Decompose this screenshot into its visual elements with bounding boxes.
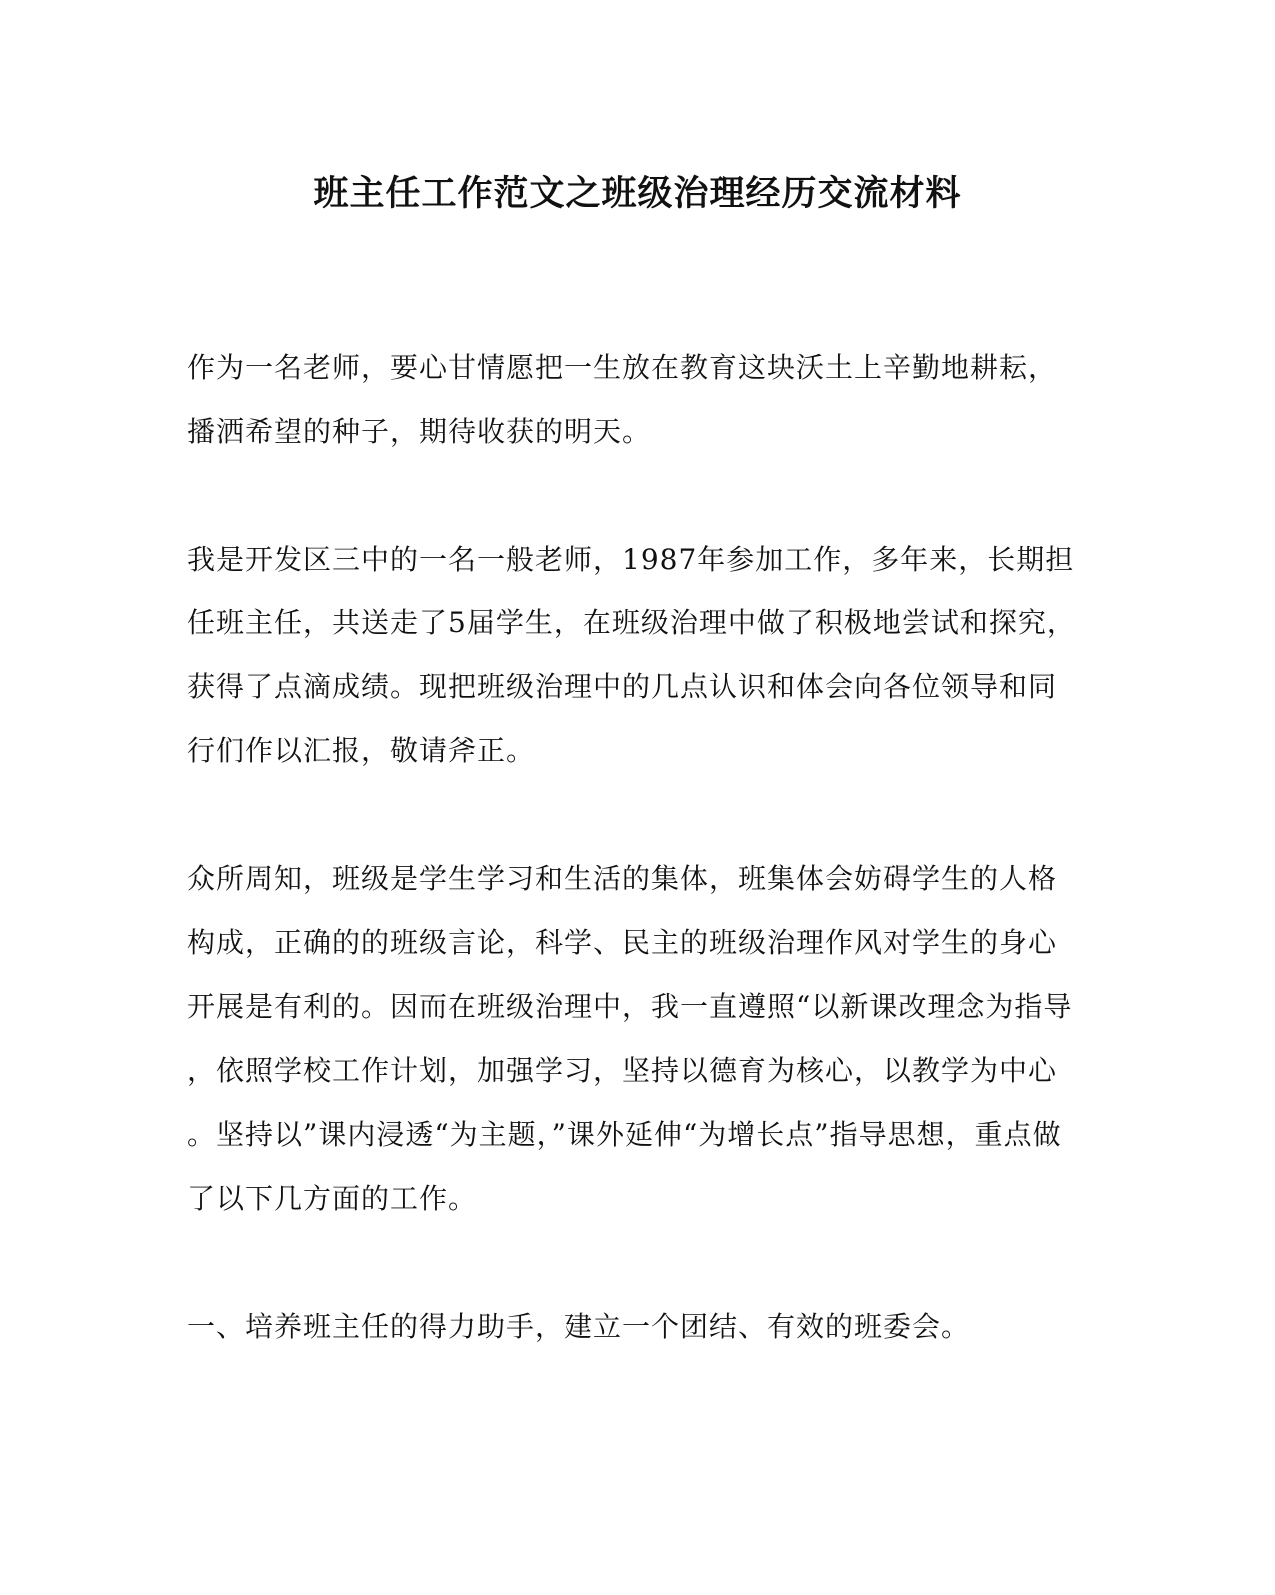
paragraph-line: ，依照学校工作计划，加强学习，坚持以德育为核心，以教学为中心 — [187, 1054, 1058, 1087]
paragraph-line: 众所周知，班级是学生学习和生活的集体，班集体会妨碍学生的人格 — [187, 862, 1058, 895]
paragraph-line: 获得了点滴成绩。现把班级治理中的几点认识和体会向各位领导和同 — [187, 670, 1058, 703]
paragraph-line: 。坚持以”课内浸透“为主题，”课外延伸“为增长点”指导思想，重点做 — [187, 1118, 1062, 1151]
paragraph-line: 行们作以汇报，敬请斧正。 — [187, 734, 536, 767]
paragraph-line: 构成，正确的的班级言论，科学、民主的班级治理作风对学生的身心 — [187, 926, 1058, 959]
section-heading: 一、培养班主任的得力助手，建立一个团结、有效的班委会。 — [187, 1310, 971, 1343]
paragraph-line: 了以下几方面的工作。 — [187, 1182, 478, 1215]
paragraph-line: 播洒希望的种子，期待收获的明天。 — [187, 415, 652, 448]
document-title: 班主任工作范文之班级治理经历交流材料 — [313, 173, 962, 214]
paragraph-line: 开展是有利的。因而在班级治理中，我一直遵照“以新课改理念为指导 — [187, 990, 1073, 1023]
paragraph-line: 作为一名老师，要心甘情愿把一生放在教育这块沃土上辛勤地耕耘， — [187, 351, 1058, 384]
paragraph-line: 任班主任，共送走了5届学生，在班级治理中做了积极地尝试和探究， — [187, 606, 1076, 639]
paragraph-line: 我是开发区三中的一名一般老师，1987年参加工作，多年来，长期担 — [187, 543, 1075, 576]
